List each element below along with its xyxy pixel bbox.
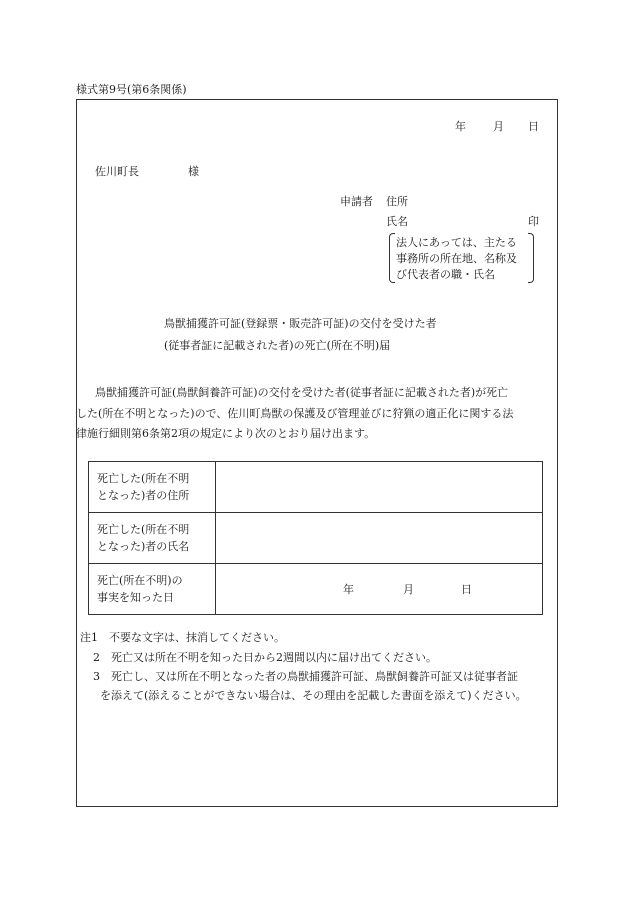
table-date-day: 日 [461,583,472,596]
info-table [88,461,543,615]
date-day-label: 日 [528,120,539,133]
note-2: 2 死亡又は所在不明を知った日から2週間以内に届け出てください。 [93,651,437,664]
corporate-note-line-3: び代表者の職・氏名 [396,268,495,281]
date-month-label: 月 [493,120,504,133]
corporate-note-line-1: 法人にあっては、主たる [396,236,517,249]
table-date-month: 月 [403,583,414,596]
name-value-cell[interactable] [216,513,543,564]
table-row [89,513,543,564]
left-brace [389,233,395,283]
title-line-2: (従事者証に記載された者)の死亡(所在不明)届 [164,339,391,352]
body-line-1: 鳥獣捕獲許可証(鳥獣飼養許可証)の交付を受けた者(従事者証に記載された者)が死亡 [95,386,509,399]
form-number: 様式第9号(第6条関係) [76,83,187,96]
body-line-3: 律施行細則第6条第2項の規定により次のとおり届け出ます。 [76,427,376,440]
note-3: 3 死亡し、又は所在不明となった者の鳥獣捕獲許可証、鳥獣飼養許可証又は従事者証 [93,670,518,683]
row-label-address [89,462,216,513]
date-year-label: 年 [455,120,466,133]
row-label-line: 死亡(所在不明)の [97,574,183,587]
corporate-note-line-2: 事務所の所在地、名称及 [396,252,517,265]
applicant-address-label: 住所 [386,195,408,208]
row-label-name [89,513,216,564]
right-brace [528,233,534,283]
date-value-cell[interactable] [216,564,543,615]
title-line-1: 鳥獣捕獲許可証(登録票・販売許可証)の交付を受けた者 [164,317,437,330]
table-date-year: 年 [343,583,354,596]
row-label-line: となった)者の氏名 [97,540,190,553]
body-line-2: した(所在不明となった)ので、佐川町鳥獣の保護及び管理並びに狩猟の適正化に関する法 [76,407,514,420]
note-1: 注1 不要な文字は、抹消してください。 [80,631,285,644]
row-label-line: 事実を知った日 [97,591,174,604]
row-label-line: 死亡した(所在不明 [97,523,190,536]
address-value-cell[interactable] [216,462,543,513]
table-row [89,564,543,615]
applicant-name-label: 氏名 [386,215,408,228]
applicant-label: 申請者 [340,195,373,208]
addressee-honorific: 様 [188,165,199,178]
note-3-continued: を添えて(添えることができない場合は、その理由を記載した書面を添えて)ください。 [100,689,527,702]
addressee-name: 佐川町長 [95,165,139,178]
table-row [89,462,543,513]
row-label-line: となった)者の住所 [97,489,190,502]
seal-mark: 印 [528,215,539,228]
row-label-date [89,564,216,615]
row-label-line: 死亡した(所在不明 [97,472,190,485]
